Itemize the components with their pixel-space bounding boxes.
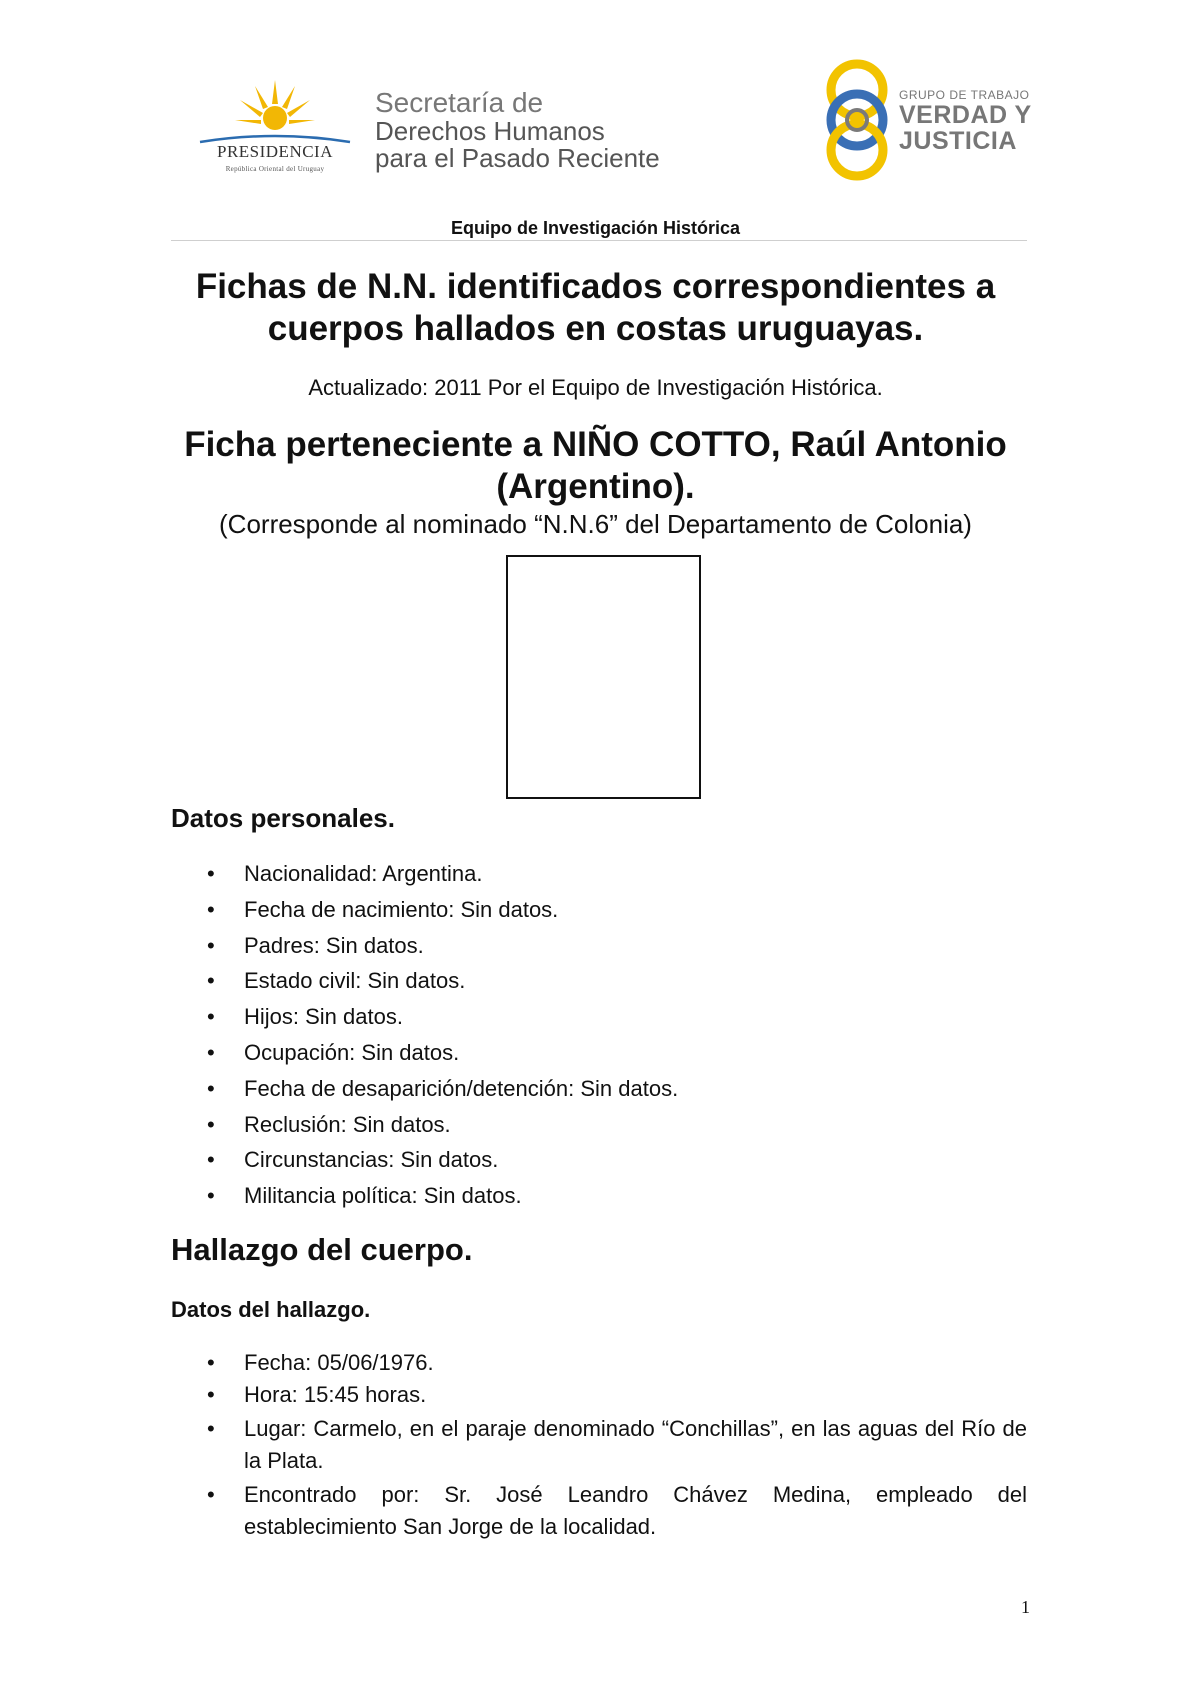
list-item: • Fecha: 05/06/1976. — [171, 1347, 1027, 1379]
secretaria-line1: Secretaría de — [375, 87, 544, 118]
sun-emblem-icon — [235, 78, 315, 138]
list-item: • Lugar: Carmelo, en el paraje denominado “Conchillas”, en las aguas del Río de la Plata. — [171, 1413, 1027, 1477]
list-item: • Ocupación: Sin datos. — [171, 1039, 1027, 1075]
verdad-justicia-logo — [823, 58, 1033, 183]
linked-rings-icon — [823, 58, 893, 183]
hallazgo-heading: Hallazgo del cuerpo. — [171, 1232, 473, 1267]
page-header — [0, 0, 1191, 230]
hallazgo-list — [171, 1347, 1027, 1543]
list-item: • Estado civil: Sin datos. — [171, 967, 1027, 1003]
header-divider — [171, 240, 1027, 241]
personal-data-list — [171, 860, 1027, 1218]
secretaria-logo — [375, 88, 660, 172]
list-item: • Militancia política: Sin datos. — [171, 1182, 1027, 1218]
list-item: • Fecha de nacimiento: Sin datos. — [171, 896, 1027, 932]
ficha-title: Ficha perteneciente a NIÑO COTTO, Raúl Antonio (Argentino). — [184, 425, 1007, 506]
presidencia-name: PRESIDENCIA — [216, 142, 333, 161]
list-item: • Padres: Sin datos. — [171, 932, 1027, 968]
list-item: • Encontrado por: Sr. José Leandro Chávez Medina, empleado del establecimiento San Jorge de la localidad. — [171, 1479, 1027, 1543]
secretaria-line3: para el Pasado Reciente — [375, 143, 660, 173]
list-item: • Circunstancias: Sin datos. — [171, 1146, 1027, 1182]
grupo-trabajo-text — [899, 88, 1032, 154]
list-item: • Hora: 15:45 horas. — [171, 1379, 1027, 1411]
datos-hallazgo-heading: Datos del hallazgo. — [171, 1297, 371, 1322]
personal-data-heading: Datos personales. — [171, 803, 395, 833]
presidencia-subtitle: República Oriental del Uruguay — [225, 165, 325, 173]
document-title: Fichas de N.N. identificados correspondientes a cuerpos hallados en costas uruguayas. — [195, 267, 996, 348]
list-item: • Reclusión: Sin datos. — [171, 1111, 1027, 1147]
list-item: • Nacionalidad: Argentina. — [171, 860, 1027, 896]
updated-note: Actualizado: 2011 Por el Equipo de Investigación Histórica. — [308, 375, 883, 400]
list-item: • Hijos: Sin datos. — [171, 1003, 1027, 1039]
grupo-small-label: GRUPO DE TRABAJO — [899, 88, 1030, 102]
team-label: Equipo de Investigación Histórica — [450, 218, 741, 238]
ficha-subtitle: (Corresponde al nominado “N.N.6” del Departamento de Colonia) — [219, 509, 972, 539]
presidencia-logo — [195, 78, 355, 178]
page-number: 1 — [1021, 1597, 1030, 1617]
grupo-line1: VERDAD Y — [899, 101, 1032, 129]
secretaria-line2: Derechos Humanos — [375, 116, 605, 146]
grupo-line2: JUSTICIA — [899, 127, 1017, 155]
list-item: • Fecha de desaparición/detención: Sin datos. — [171, 1075, 1027, 1111]
photo-placeholder — [506, 555, 701, 799]
